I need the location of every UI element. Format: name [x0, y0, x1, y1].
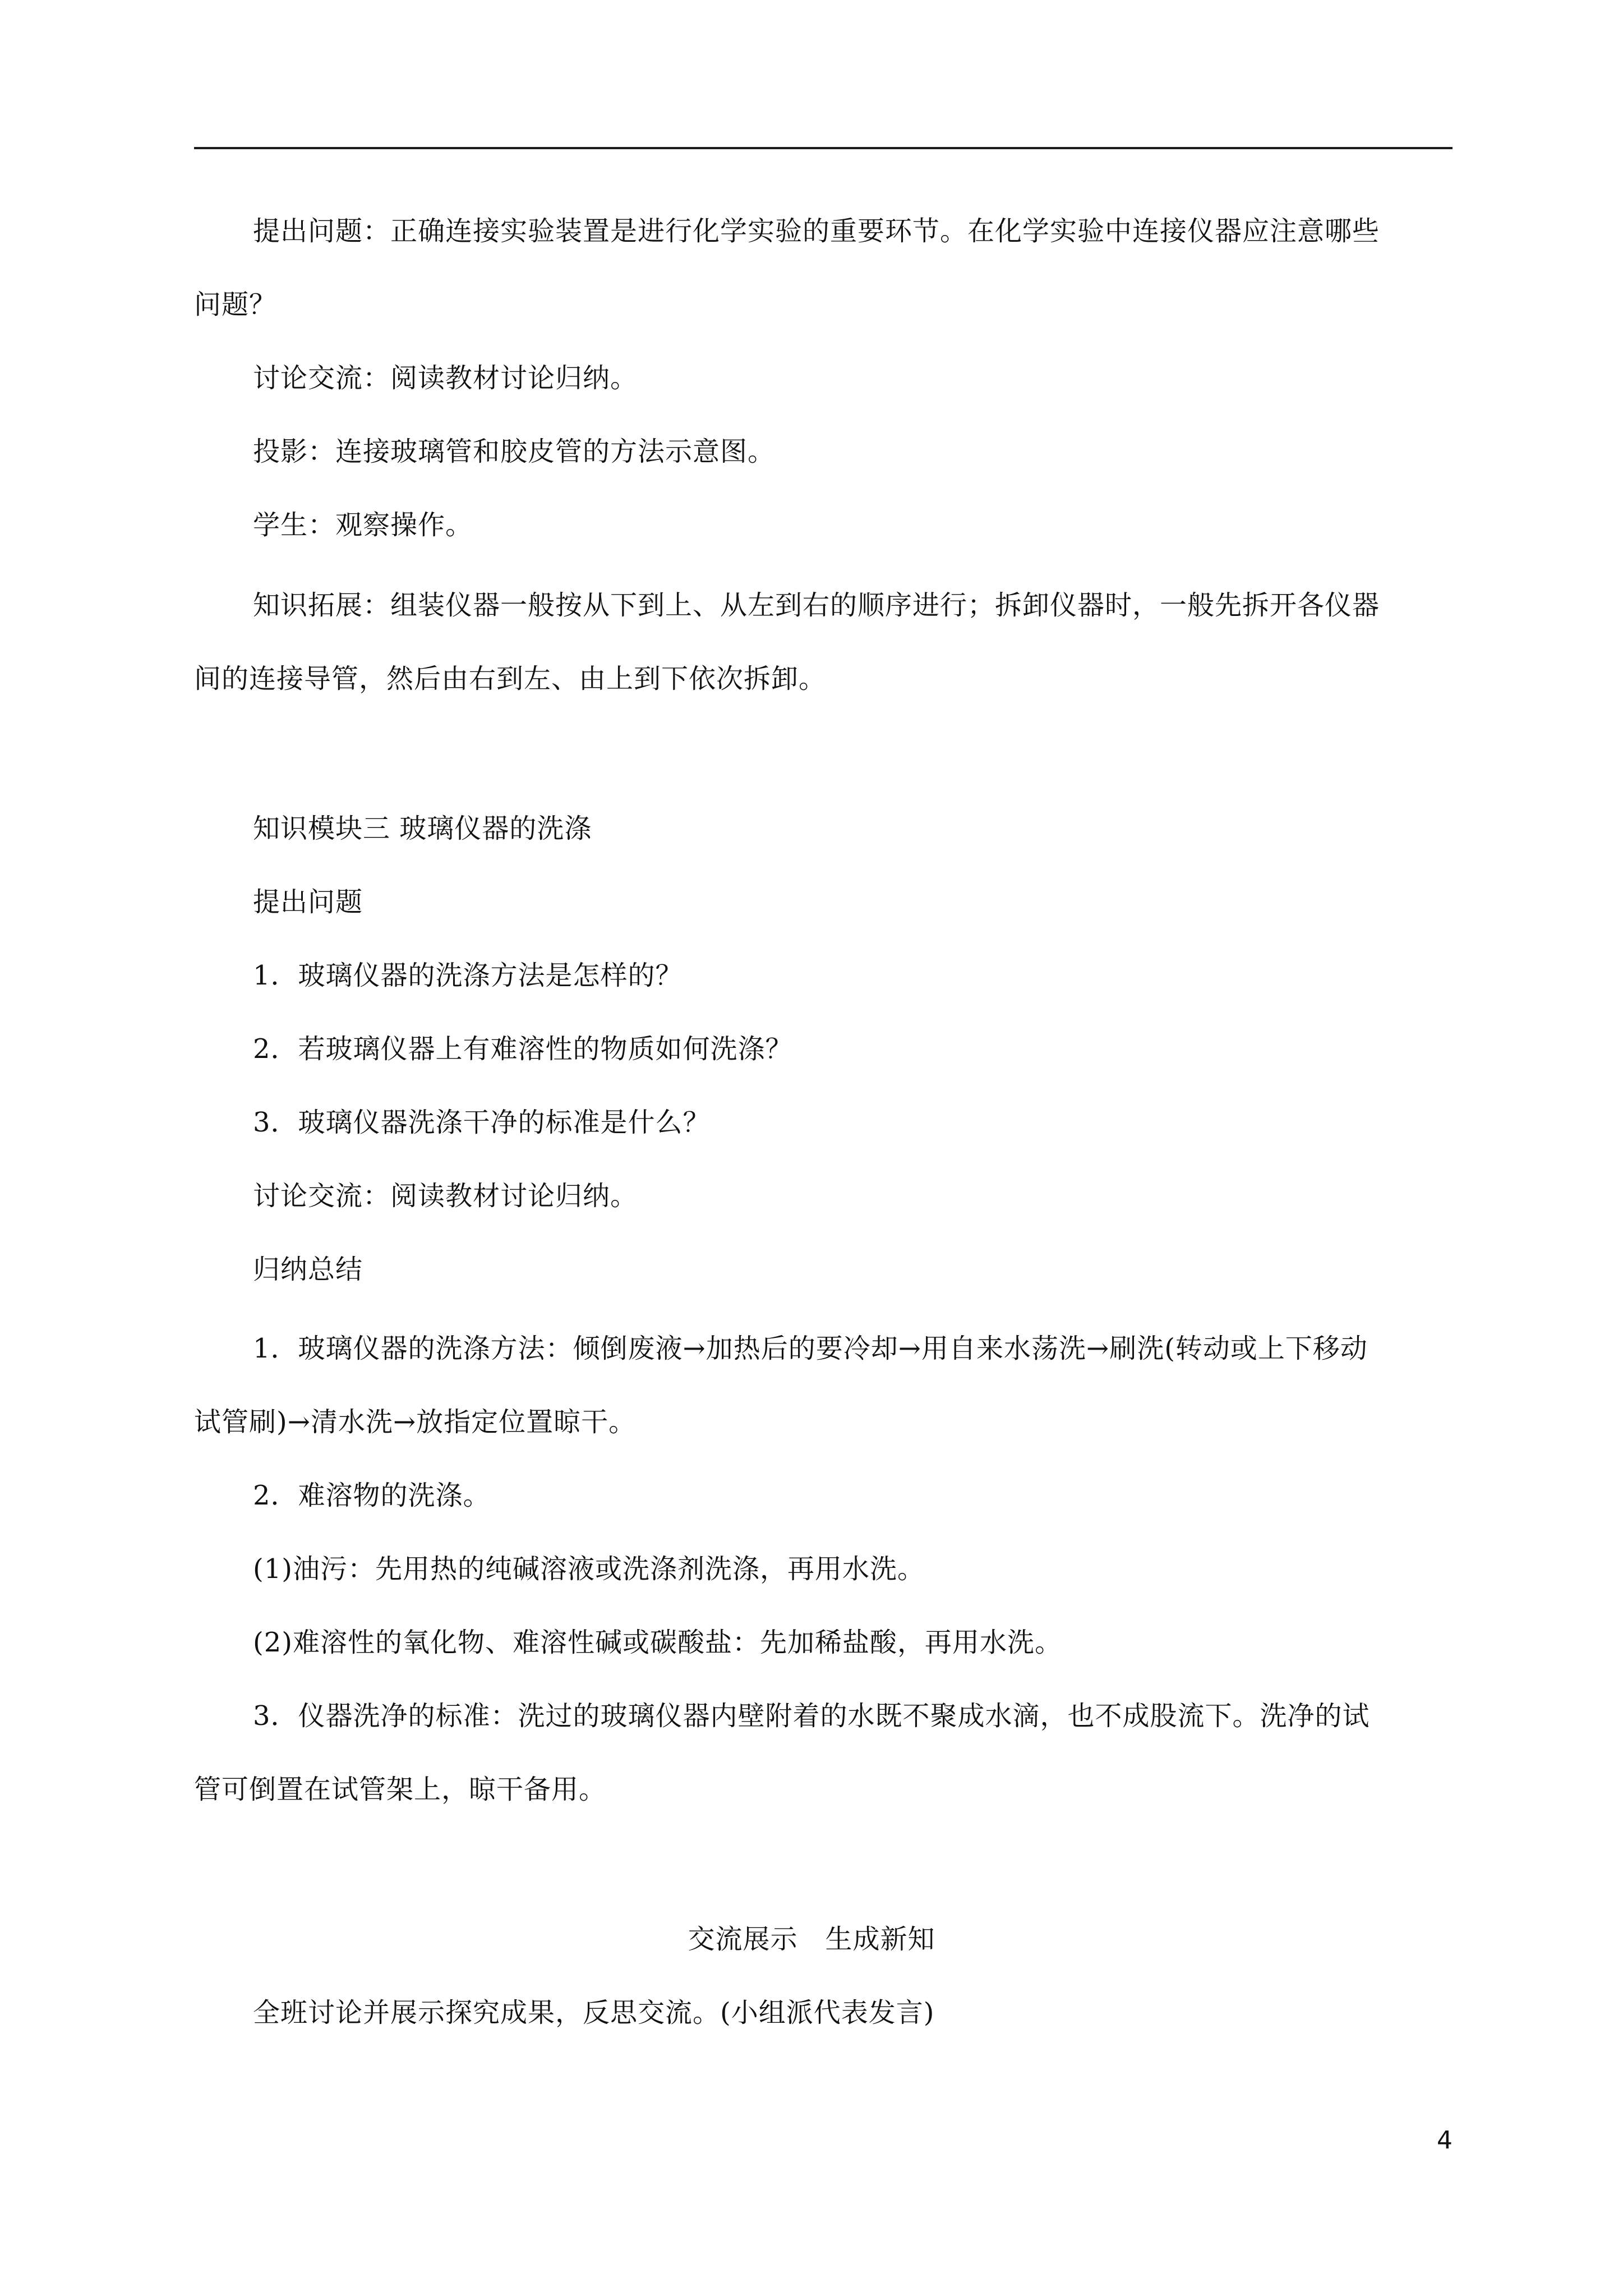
exchange-body: 全班讨论并展示探究成果，反思交流。(小组派代表发言) [253, 1997, 935, 2028]
question-item: 2．若玻璃仪器上有难溶性的物质如何洗涤？ [253, 1033, 793, 1065]
summary-item-3-line2: 管可倒置在试管架上，晾干备用。 [194, 1774, 607, 1805]
discussion-line: 讨论交流：阅读教材讨论归纳。 [253, 362, 638, 394]
student-line: 学生：观察操作。 [253, 509, 473, 541]
discussion-line: 讨论交流：阅读教材讨论归纳。 [253, 1180, 638, 1212]
question-item: 3．玻璃仪器洗涤干净的标准是什么？ [253, 1107, 711, 1138]
header-rule [194, 147, 1453, 149]
question-intro-line1: 提出问题：正确连接实验装置是进行化学实验的重要环节。在化学实验中连接仪器应注意哪些 [253, 215, 1380, 247]
summary-item-2: 2．难溶物的洗涤。 [253, 1480, 491, 1511]
knowledge-extension-line2: 间的连接导管，然后由右到左、由上到下依次拆卸。 [194, 663, 827, 694]
summary-item-2-sub1: (1)油污：先用热的纯碱溶液或洗涤剂洗涤，再用水洗。 [253, 1553, 925, 1585]
exchange-heading: 交流展示 生成新知 [688, 1924, 935, 1955]
page-number: 4 [1437, 2126, 1453, 2155]
knowledge-extension-line1: 知识拓展：组装仪器一般按从下到上、从左到右的顺序进行；拆卸仪器时，一般先拆开各仪器 [253, 590, 1380, 621]
summary-item-3-line1: 3．仪器洗净的标准：洗过的玻璃仪器内壁附着的水既不聚成水滴，也不成股流下。洗净的试 [253, 1700, 1370, 1732]
summary-item-1-line1: 1．玻璃仪器的洗涤方法：倾倒废液→加热后的要冷却→用自来水荡洗→刷洗(转动或上下移动 [253, 1333, 1368, 1364]
module-heading: 知识模块三 玻璃仪器的洗涤 [253, 813, 592, 844]
summary-heading: 归纳总结 [253, 1254, 363, 1285]
summary-item-1-line2: 试管刷)→清水洗→放指定位置晾干。 [194, 1406, 637, 1438]
summary-item-2-sub2: (2)难溶性的氧化物、难溶性碱或碳酸盐：先加稀盐酸，再用水洗。 [253, 1627, 1062, 1658]
projection-line: 投影：连接玻璃管和胶皮管的方法示意图。 [253, 436, 776, 467]
raise-question-heading: 提出问题 [253, 886, 363, 918]
question-item: 1．玻璃仪器的洗涤方法是怎样的？ [253, 960, 683, 991]
question-intro-line2: 问题？ [194, 289, 277, 320]
